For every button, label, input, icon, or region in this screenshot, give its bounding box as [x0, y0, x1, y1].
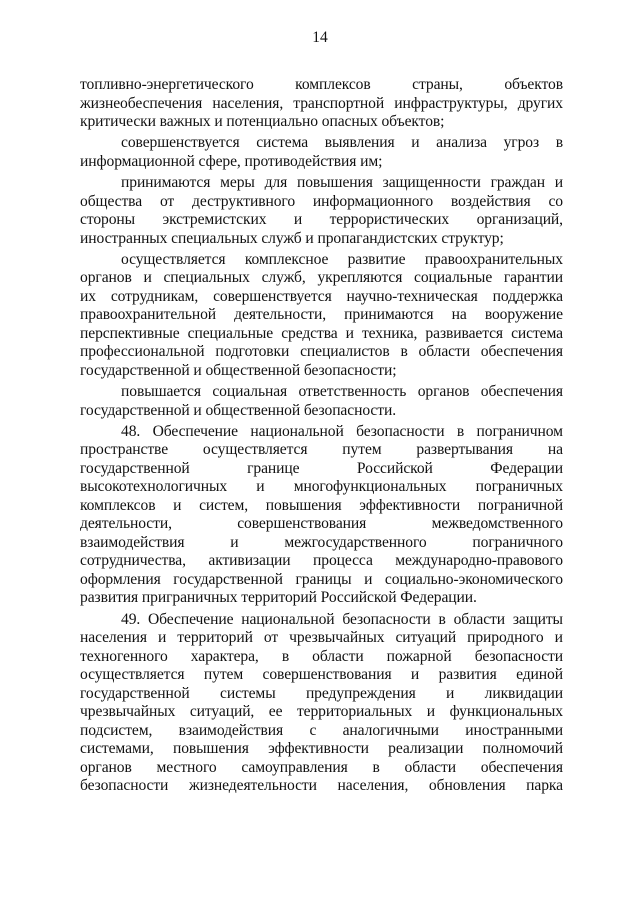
- word: и: [554, 174, 563, 192]
- word: государственной: [173, 570, 283, 588]
- word: специальные: [187, 324, 274, 342]
- word: объектов: [504, 76, 563, 93]
- word: безопасности: [356, 422, 445, 440]
- word: чрезвычайных: [80, 703, 176, 721]
- word: обеспечения: [480, 758, 563, 776]
- word: укрепляются: [317, 269, 403, 287]
- word: и: [158, 629, 167, 647]
- text-line: [80, 174, 563, 193]
- word: и: [410, 666, 420, 684]
- text-line: [80, 383, 563, 402]
- word: совершенствуется: [121, 134, 240, 152]
- word: ее: [268, 703, 283, 721]
- text-line: [80, 552, 563, 571]
- word: общества: [80, 192, 143, 210]
- word: совершенствуется: [213, 287, 332, 305]
- word: органов: [80, 269, 132, 287]
- word: защищенности: [382, 174, 481, 192]
- word: области: [453, 610, 505, 628]
- word: путем: [203, 666, 244, 684]
- text-line: государственной и общественной безопасности.: [80, 401, 396, 419]
- word: террористических: [329, 211, 450, 229]
- word: ответственность: [298, 383, 407, 401]
- text-line: [80, 666, 563, 685]
- word: Обеспечение: [152, 422, 238, 440]
- text-line: [80, 460, 563, 479]
- word: 49.: [121, 610, 141, 628]
- word: деструктивного: [192, 192, 296, 210]
- word: активизации: [208, 552, 291, 570]
- word: Федерации: [490, 459, 563, 477]
- word: территориальных: [296, 703, 413, 721]
- text-line: [80, 441, 563, 460]
- word: оформления: [80, 570, 161, 588]
- word: подсистем,: [80, 721, 153, 739]
- word: иностранными: [465, 721, 563, 739]
- text-line: [80, 497, 563, 516]
- word: пожарной: [386, 647, 452, 665]
- word: ликвидации: [484, 684, 563, 702]
- word: вооружение: [484, 306, 563, 324]
- word: принимаются: [344, 306, 434, 324]
- word: сотрудникам,: [110, 287, 199, 305]
- word: безопасности: [342, 610, 431, 628]
- text-line: [80, 325, 563, 344]
- word: области: [312, 647, 364, 665]
- word: населения: [80, 629, 147, 647]
- word: средства: [281, 324, 338, 342]
- word: обеспечения: [480, 343, 563, 361]
- word: 48.: [121, 422, 141, 440]
- word: техника,: [361, 324, 418, 342]
- word: полномочий: [482, 740, 563, 758]
- word: реализации: [388, 740, 464, 758]
- word: ситуаций,: [189, 703, 255, 721]
- word: в: [555, 134, 563, 152]
- word: чрезвычайных: [289, 629, 385, 647]
- word: ситуаций: [395, 629, 457, 647]
- word: система: [511, 324, 563, 342]
- text-line: [80, 534, 563, 553]
- word: совершенствования: [262, 666, 392, 684]
- word: жизнеобеспечения: [80, 94, 203, 112]
- word: с: [309, 721, 317, 739]
- word: безопасности: [80, 777, 169, 795]
- word: пограничной: [477, 496, 563, 514]
- word: пространстве: [80, 441, 169, 459]
- word: жизнедеятельности: [188, 777, 317, 795]
- word: систем,: [199, 496, 249, 514]
- text-line: [80, 571, 563, 590]
- word: воздействия: [450, 192, 531, 210]
- word: эффективности: [268, 740, 369, 758]
- word: граждан: [490, 174, 545, 192]
- text-line: [80, 648, 563, 667]
- text-line: [80, 423, 563, 442]
- text-line: развития приграничных территорий Российской Федерации.: [80, 589, 477, 607]
- word: повышения: [265, 496, 342, 514]
- word: безопасности: [474, 647, 563, 665]
- word: и: [411, 134, 420, 152]
- word: служб,: [261, 269, 306, 287]
- text-line: [80, 703, 563, 722]
- word: населения,: [212, 94, 284, 112]
- word: международно-правового: [395, 552, 563, 570]
- word: области: [404, 758, 456, 776]
- word: высокотехнологичных: [80, 478, 228, 496]
- word: в: [438, 610, 446, 628]
- word: осуществляется: [202, 441, 308, 459]
- word: области: [418, 343, 470, 361]
- word: и: [426, 703, 436, 721]
- word: от: [263, 629, 279, 647]
- word: на: [451, 306, 467, 324]
- word: повышения: [296, 174, 373, 192]
- word: государственной: [80, 459, 190, 477]
- word: топливно-энергетического: [80, 76, 254, 93]
- word: сотрудничества,: [80, 552, 186, 570]
- word: повышается: [121, 383, 201, 401]
- word: развертывания: [416, 441, 514, 459]
- word: профессиональной: [80, 343, 205, 361]
- word: и: [364, 570, 373, 588]
- word: Российской: [356, 459, 433, 477]
- word: экстремистских: [162, 211, 267, 229]
- word: выявления: [324, 134, 395, 152]
- text-line: [80, 76, 563, 95]
- text-line: [80, 269, 563, 288]
- word: повышения: [172, 740, 249, 758]
- text-line: [80, 306, 563, 325]
- word: процесса: [313, 552, 373, 570]
- word: единой: [516, 666, 563, 684]
- word: развития: [438, 666, 497, 684]
- word: анализа: [436, 134, 487, 152]
- text-line: информационной сфере, противодействия им;: [80, 152, 383, 170]
- word: и: [173, 496, 182, 514]
- word: национальной: [241, 610, 335, 628]
- word: аналогичными: [342, 721, 439, 739]
- word: информационного: [312, 192, 434, 210]
- word: пограничного: [472, 533, 563, 551]
- word: органов: [80, 758, 132, 776]
- word: эффективности: [359, 496, 461, 514]
- word: на: [547, 441, 563, 459]
- text-line: [80, 251, 563, 270]
- text-line: [80, 685, 563, 704]
- word: местного: [156, 758, 217, 776]
- word: в: [372, 758, 380, 776]
- word: пограничном: [476, 422, 563, 440]
- word: специалистов: [300, 343, 390, 361]
- word: правоохранительной: [80, 306, 217, 324]
- text-line: [80, 629, 563, 648]
- word: национальной: [250, 422, 344, 440]
- word: предупреждения: [305, 684, 416, 702]
- word: защиты: [512, 610, 563, 628]
- text-line: [80, 193, 563, 212]
- word: угроз: [503, 134, 540, 152]
- text-line: [80, 134, 563, 153]
- text-line: [80, 343, 563, 362]
- text-line: [80, 211, 563, 230]
- word: и: [256, 478, 265, 496]
- word: в: [281, 647, 290, 665]
- word: и: [143, 269, 152, 287]
- word: принимаются: [121, 174, 211, 192]
- word: характера,: [190, 647, 259, 665]
- word: границе: [247, 459, 300, 477]
- word: комплексов: [80, 496, 156, 514]
- word: территорий: [177, 629, 253, 647]
- word: подготовки: [215, 343, 290, 361]
- word: межгосударственного: [284, 533, 427, 551]
- text-line: [80, 478, 563, 497]
- word: стороны: [80, 211, 136, 229]
- text-line: [80, 611, 563, 630]
- word: и: [230, 533, 239, 551]
- text-line: [80, 777, 563, 796]
- word: других: [517, 94, 563, 112]
- word: комплексов: [295, 76, 371, 93]
- word: развитие: [347, 250, 406, 268]
- word: развивается: [425, 324, 504, 342]
- word: самоуправления: [241, 758, 348, 776]
- word: путем: [342, 441, 382, 459]
- text-line: [80, 288, 563, 307]
- text-line: [80, 759, 563, 778]
- word: для: [264, 174, 288, 192]
- word: обновления: [428, 777, 506, 795]
- word: парка: [526, 777, 563, 795]
- word: социальная: [212, 383, 288, 401]
- word: в: [400, 343, 408, 361]
- word: поддержка: [492, 287, 563, 305]
- document-body: [80, 76, 563, 796]
- word: границы: [295, 570, 352, 588]
- word: их: [80, 287, 96, 305]
- word: государственной: [80, 684, 190, 702]
- word: и: [446, 684, 455, 702]
- word: научно-техническая: [346, 287, 478, 305]
- word: в: [456, 422, 465, 440]
- word: и: [345, 324, 354, 342]
- word: комплексное: [244, 250, 329, 268]
- word: взаимодействия: [80, 533, 185, 551]
- word: многофункциональных: [293, 478, 447, 496]
- text-line: [80, 95, 563, 114]
- word: социальные: [414, 269, 493, 287]
- word: взаимодействия: [178, 721, 284, 739]
- word: специальных: [163, 269, 250, 287]
- text-line: [80, 722, 563, 741]
- word: Обеспечение: [148, 610, 234, 628]
- text-line: критически важных и потенциально опасных объектов;: [80, 113, 445, 130]
- word: страны,: [412, 76, 463, 93]
- word: меры: [220, 174, 255, 192]
- text-line: [80, 515, 563, 534]
- text-line: государственной и общественной безопасности;: [80, 361, 397, 379]
- word: межведомственного: [431, 515, 563, 533]
- text-line: иностранных специальных служб и пропагандистских структур;: [80, 229, 504, 247]
- word: транспортной: [293, 94, 385, 112]
- word: органов: [417, 383, 470, 401]
- word: перспективные: [80, 324, 180, 342]
- page-number: 14: [312, 29, 328, 46]
- word: техногенного: [80, 647, 168, 665]
- word: от: [159, 192, 175, 210]
- word: инфраструктуры,: [394, 94, 508, 112]
- word: пограничных: [475, 478, 563, 496]
- word: населения,: [337, 777, 409, 795]
- word: деятельности,: [234, 306, 327, 324]
- word: совершенствования: [237, 515, 367, 533]
- word: осуществляется: [80, 666, 185, 684]
- word: организаций,: [476, 211, 563, 229]
- word: деятельности,: [80, 515, 172, 533]
- word: социально-экономического: [384, 570, 563, 588]
- word: системы: [220, 684, 276, 702]
- word: гарантии: [503, 269, 563, 287]
- word: и: [293, 211, 303, 229]
- word: правоохранительных: [424, 250, 563, 268]
- word: осуществляется: [121, 250, 226, 268]
- word: система: [256, 134, 309, 152]
- word: природного: [467, 629, 544, 647]
- word: и: [554, 629, 563, 647]
- text-line: [80, 740, 563, 759]
- word: функциональных: [449, 703, 563, 721]
- word: обеспечения: [480, 383, 563, 401]
- word: системами,: [80, 740, 154, 758]
- word: со: [548, 192, 563, 210]
